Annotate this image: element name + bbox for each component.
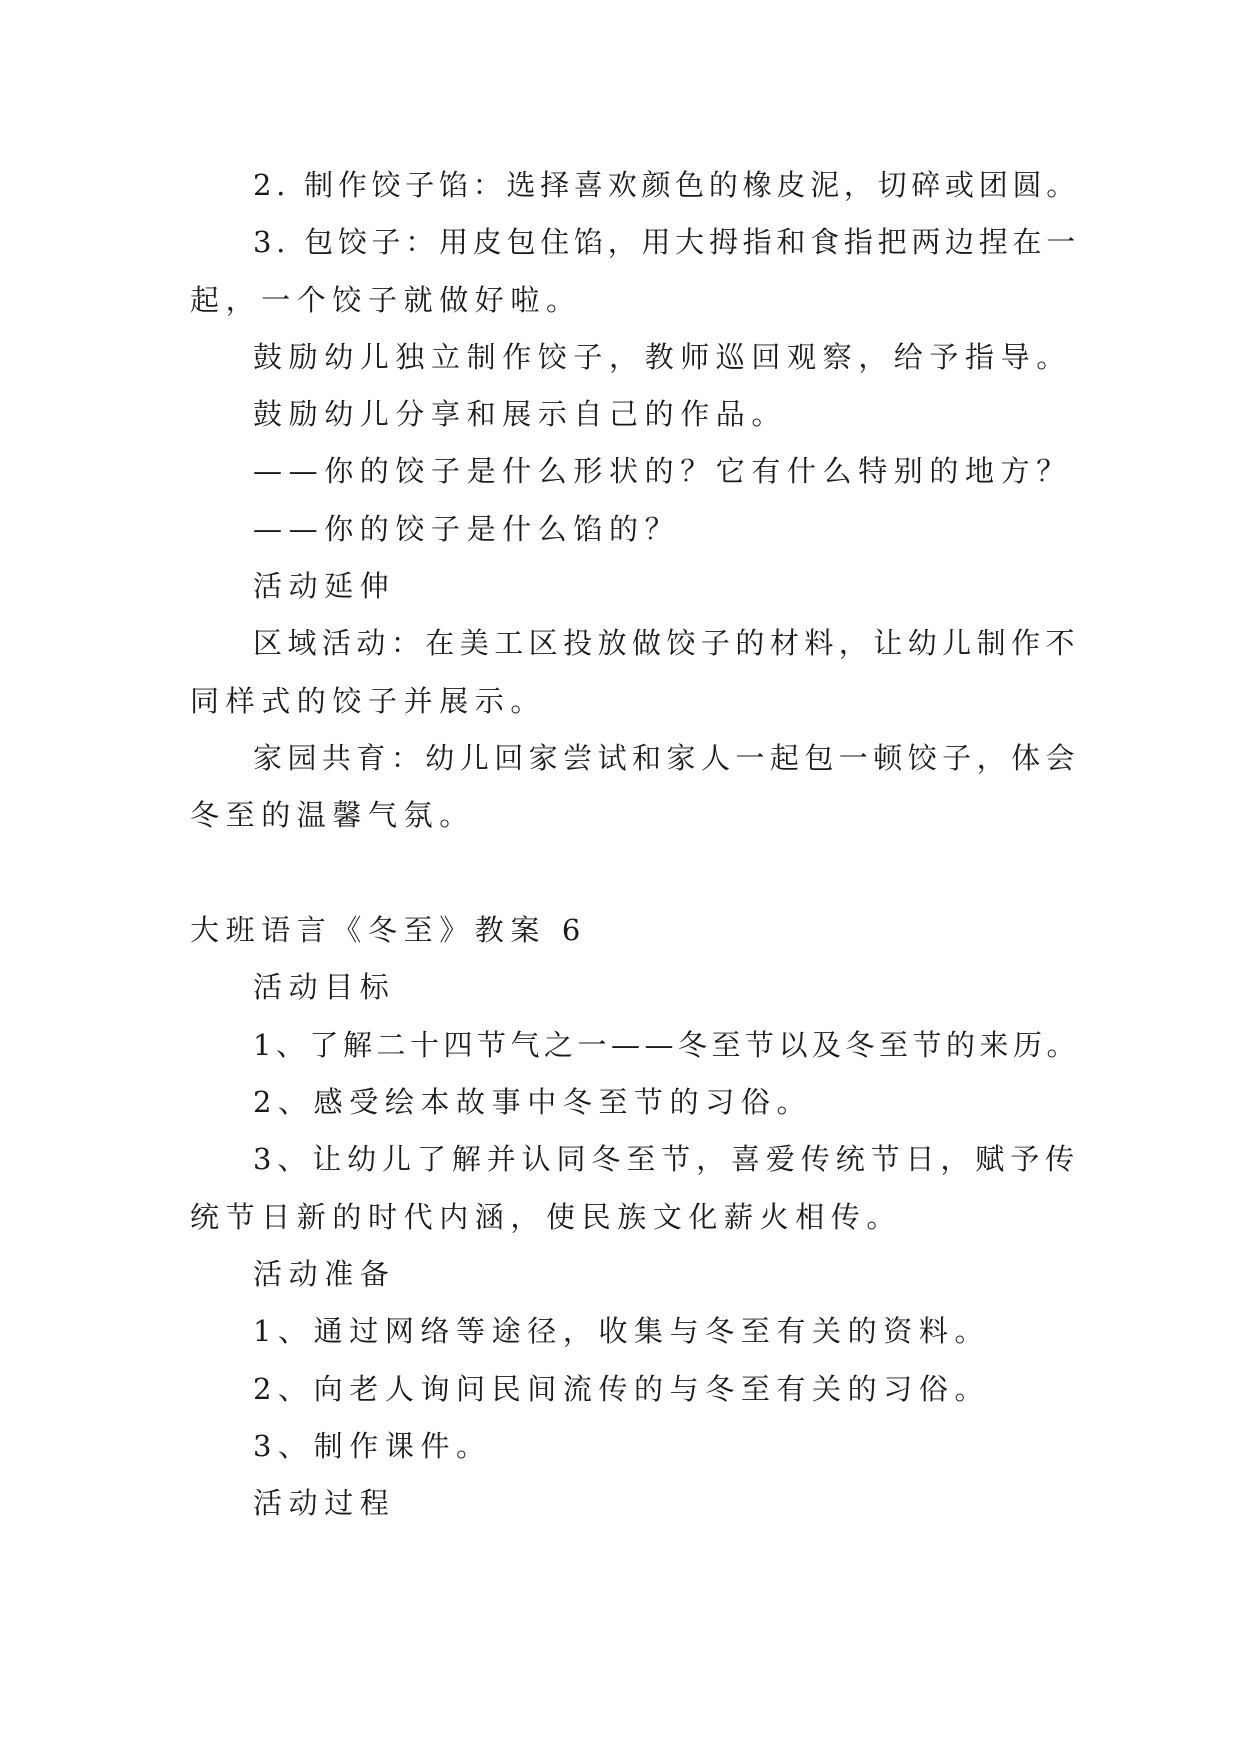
question-dumpling-filling: ——你的饺子是什么馅的？ <box>253 512 681 546</box>
goal-item-2: 2、感受绘本故事中冬至节的习俗。 <box>253 1085 813 1119</box>
paragraph-home-school-cont: 冬至的温馨气氛。 <box>190 798 475 832</box>
goal-item-3: 3、让幼儿了解并认同冬至节，喜爱传统节日，赋予传 <box>253 1142 1080 1176</box>
goal-item-1: 1、了解二十四节气之一——冬至节以及冬至节的来历。 <box>253 1028 1080 1062</box>
section-heading-preparation: 活动准备 <box>253 1257 396 1291</box>
lesson-title: 大班语言《冬至》教案 6 <box>190 913 587 947</box>
prep-item-2: 2、向老人询问民间流传的与冬至有关的习俗。 <box>253 1372 991 1406</box>
paragraph-area-activity: 区域活动：在美工区投放做饺子的材料，让幼儿制作不 <box>253 626 1080 660</box>
step-wrap-dumpling: 3. 包饺子：用皮包住馅，用大拇指和食指把两边捏在一 <box>253 225 1080 259</box>
paragraph-encourage-independent: 鼓励幼儿独立制作饺子，教师巡回观察，给予指导。 <box>253 340 1072 374</box>
section-heading-extension: 活动延伸 <box>253 569 396 603</box>
prep-item-1: 1、通过网络等途径，收集与冬至有关的资料。 <box>253 1314 991 1348</box>
section-heading-process: 活动过程 <box>253 1486 396 1520</box>
paragraph-home-school: 家园共育：幼儿回家尝试和家人一起包一顿饺子，体会 <box>253 741 1080 775</box>
paragraph-encourage-share: 鼓励幼儿分享和展示自己的作品。 <box>253 397 788 431</box>
paragraph-area-activity-cont: 同样式的饺子并展示。 <box>190 684 547 718</box>
step-wrap-dumpling-cont: 起，一个饺子就做好啦。 <box>190 283 582 317</box>
goal-item-3-cont: 统节日新的时代内涵，使民族文化薪火相传。 <box>190 1200 903 1234</box>
step-make-filling: 2. 制作饺子馅：选择喜欢颜色的橡皮泥，切碎或团圆。 <box>253 168 1080 202</box>
section-heading-goals: 活动目标 <box>253 970 396 1004</box>
question-dumpling-shape: ——你的饺子是什么形状的？它有什么特别的地方？ <box>253 454 1072 488</box>
prep-item-3: 3、制作课件。 <box>253 1429 492 1463</box>
